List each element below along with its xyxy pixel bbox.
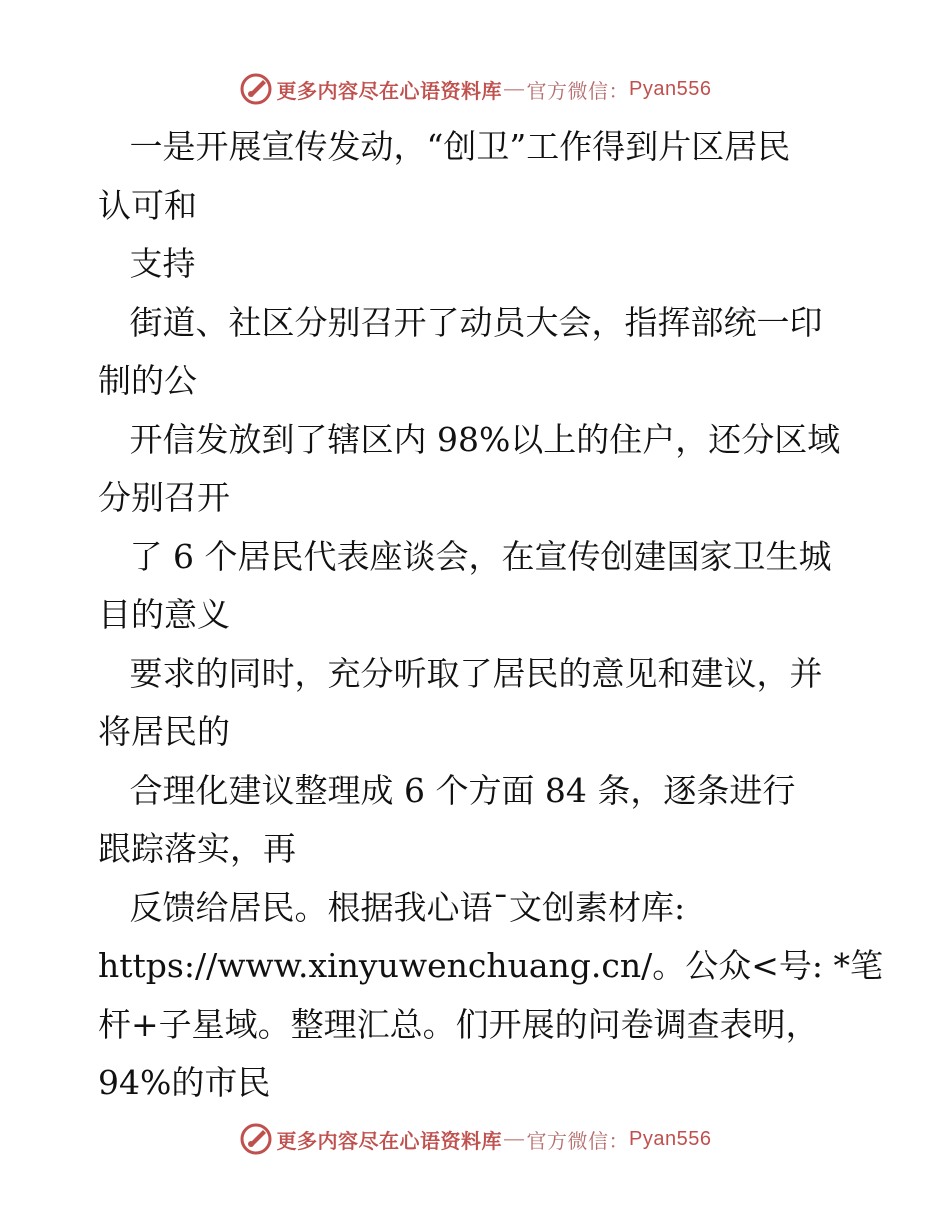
text-line: 街道、社区分别召开了动员大会，指挥部统一印: [98, 302, 823, 342]
text-line: 开信发放到了辖区内 98%以上的住户，还分区域: [98, 419, 841, 459]
brand-logo-icon: [239, 72, 273, 106]
text-line: 目的意义: [98, 595, 230, 634]
header-banner: [0, 72, 950, 106]
banner-wechat-label: 官方微信：: [526, 80, 630, 103]
document-body: [98, 118, 883, 1113]
text-line: 将居民的: [98, 712, 230, 751]
text-line: 94%的市民: [98, 1063, 271, 1102]
brand-logo-icon: [239, 1122, 273, 1156]
text-line: 分别召开: [98, 478, 230, 517]
text-line: 反馈给居民。根据我心语¯文创素材库:: [98, 887, 686, 927]
banner-separator: —: [504, 77, 525, 100]
text-line: 支持: [98, 244, 196, 283]
text-line: 杆+子星域。整理汇总。们开展的问卷调查表明，: [98, 1004, 819, 1044]
banner-brand-text: 更多内容尽在心语资料库: [276, 80, 503, 103]
text-line: 一是开展宣传发动，“创卫”工作得到片区居民: [98, 127, 791, 166]
banner-brand-text: 更多内容尽在心语资料库: [276, 1130, 503, 1153]
banner-wechat-id: Pyan556: [629, 77, 712, 100]
banner-wechat-id: Pyan556: [629, 1127, 712, 1150]
banner-wechat-label: 官方微信：: [526, 1130, 630, 1153]
text-line: 制的公: [98, 361, 197, 400]
text-line: 合理化建议整理成 6 个方面 84 条，逐条进行: [98, 770, 796, 810]
text-line: https://www.xinyuwenchuang.cn/。公众<号: *笔: [98, 946, 883, 985]
text-line: 认可和: [98, 185, 197, 225]
footer-banner: [0, 1122, 950, 1156]
text-line: 要求的同时，充分听取了居民的意见和建议，并: [98, 653, 823, 693]
text-line: 跟踪落实，再: [98, 829, 296, 868]
text-line: 了 6 个居民代表座谈会，在宣传创建国家卫生城: [98, 536, 832, 576]
banner-separator: —: [504, 1127, 525, 1150]
